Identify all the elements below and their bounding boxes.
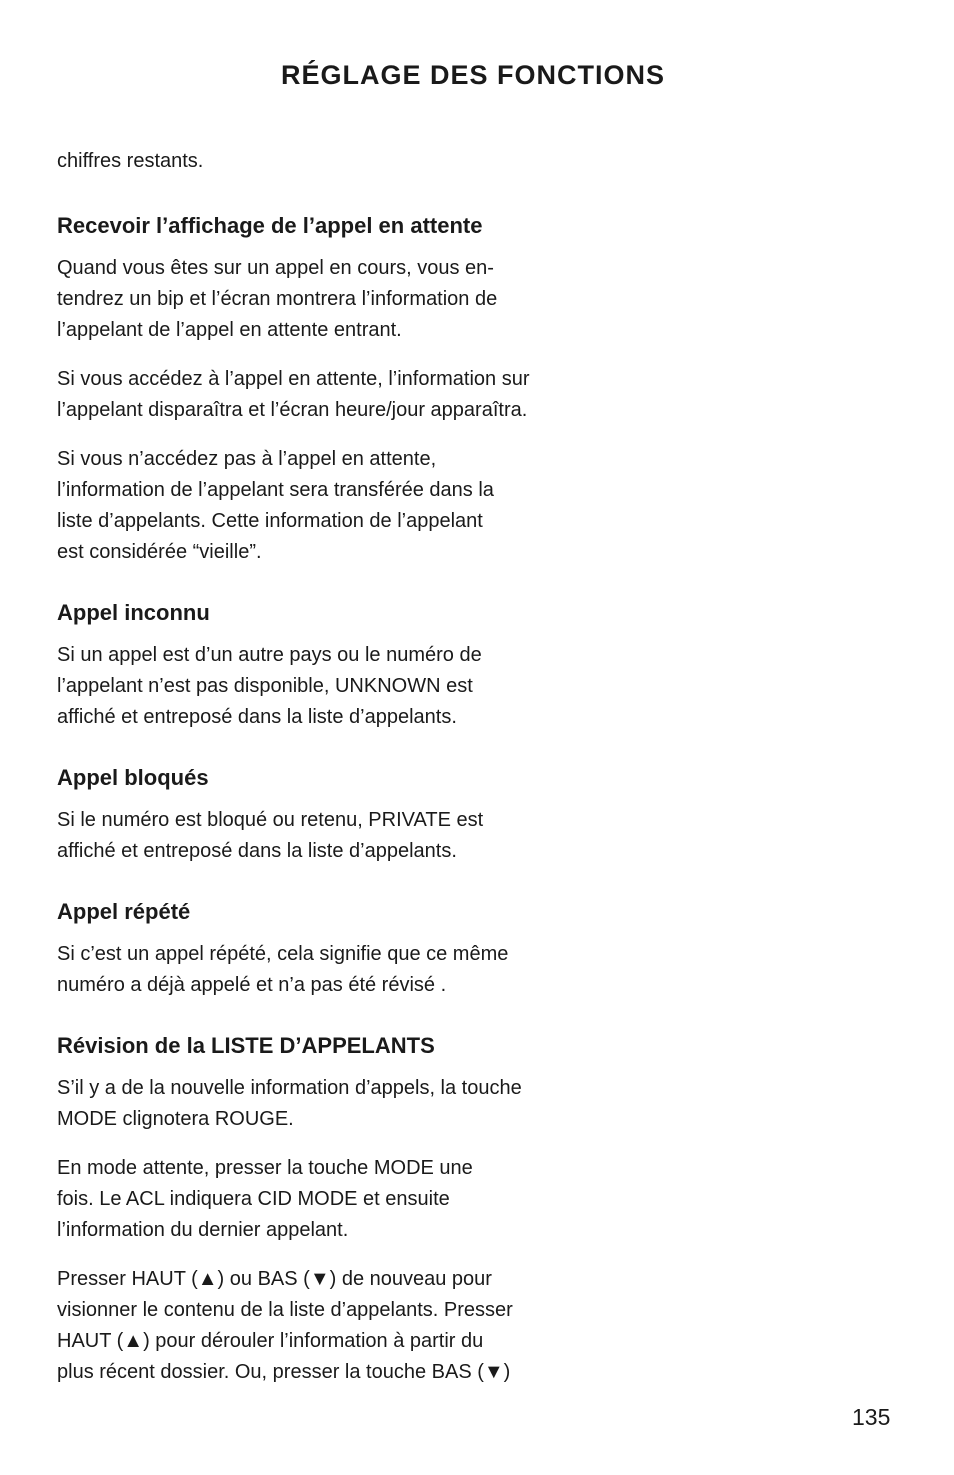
paragraph-line: numéro a déjà appelé et n’a pas été révisé .: [57, 974, 447, 996]
section-call-waiting: [57, 211, 597, 568]
paragraph-line: affiché et entreposé dans la liste d’appelants.: [57, 706, 457, 728]
paragraph-line: Si c’est un appel répété, cela signifie que ce même: [57, 943, 509, 965]
paragraph-line: Si vous n’accédez pas à l’appel en attente,: [57, 448, 437, 470]
section-heading: Recevoir l’affichage de l’appel en attente: [57, 213, 483, 238]
section-caller-list-review: [57, 1031, 597, 1388]
paragraph-line: tendrez un bip et l’écran montrera l’information de: [57, 288, 498, 310]
section-paragraph: [57, 939, 597, 1001]
paragraph-line: Si un appel est d’un autre pays ou le numéro de: [57, 644, 482, 666]
page-content: [57, 146, 597, 1406]
paragraph-line: l’appelant disparaîtra et l’écran heure/jour apparaîtra.: [57, 399, 528, 421]
paragraph-line: est considérée “vieille”.: [57, 541, 262, 563]
page-number: 135: [852, 1404, 891, 1430]
paragraph-line: plus récent dossier. Ou, presser la touche BAS (▼): [57, 1361, 511, 1383]
paragraph-line: l’appelant n’est pas disponible, UNKNOWN est: [57, 675, 473, 697]
section-paragraph: [57, 444, 597, 568]
section-paragraph: [57, 1073, 597, 1135]
section-repeat-call: [57, 897, 597, 1001]
paragraph-line: l’information de l’appelant sera transférée dans la: [57, 479, 494, 501]
section-paragraph: [57, 1153, 597, 1246]
section-paragraph: [57, 253, 597, 346]
section-paragraph: [57, 364, 597, 426]
section-paragraph: [57, 1264, 597, 1388]
paragraph-line: Si vous accédez à l’appel en attente, l’information sur: [57, 368, 530, 390]
paragraph-line: MODE clignotera ROUGE.: [57, 1108, 294, 1130]
intro-paragraph: [57, 146, 597, 177]
section-heading: Appel bloqués: [57, 765, 209, 790]
page-title: RÉGLAGE DES FONCTIONS: [280, 60, 666, 90]
paragraph-line: liste d’appelants. Cette information de l’appelant: [57, 510, 483, 532]
paragraph-line: Si le numéro est bloqué ou retenu, PRIVATE est: [57, 809, 484, 831]
paragraph-line: visionner le contenu de la liste d’appelants. Presser: [57, 1299, 513, 1321]
section-paragraph: [57, 640, 597, 733]
paragraph-line: En mode attente, presser la touche MODE une: [57, 1157, 473, 1179]
paragraph-line: l’information du dernier appelant.: [57, 1219, 349, 1241]
paragraph-line: Quand vous êtes sur un appel en cours, vous en-: [57, 257, 494, 279]
section-heading: Révision de la LISTE D’APPELANTS: [57, 1033, 435, 1058]
paragraph-line: chiffres restants.: [57, 150, 204, 172]
paragraph-line: affiché et entreposé dans la liste d’appelants.: [57, 840, 457, 862]
section-heading: Appel inconnu: [57, 600, 210, 625]
paragraph-line: HAUT (▲) pour dérouler l’information à partir du: [57, 1330, 484, 1352]
paragraph-line: S’il y a de la nouvelle information d’appels, la touche: [57, 1077, 522, 1099]
paragraph-line: l’appelant de l’appel en attente entrant.: [57, 319, 402, 341]
section-heading: Appel répété: [57, 899, 191, 924]
section-blocked-call: [57, 763, 597, 867]
section-paragraph: [57, 805, 597, 867]
paragraph-line: Presser HAUT (▲) ou BAS (▼) de nouveau pour: [57, 1268, 492, 1290]
section-unknown-call: [57, 598, 597, 733]
paragraph-line: fois. Le ACL indiquera CID MODE et ensuite: [57, 1188, 450, 1210]
